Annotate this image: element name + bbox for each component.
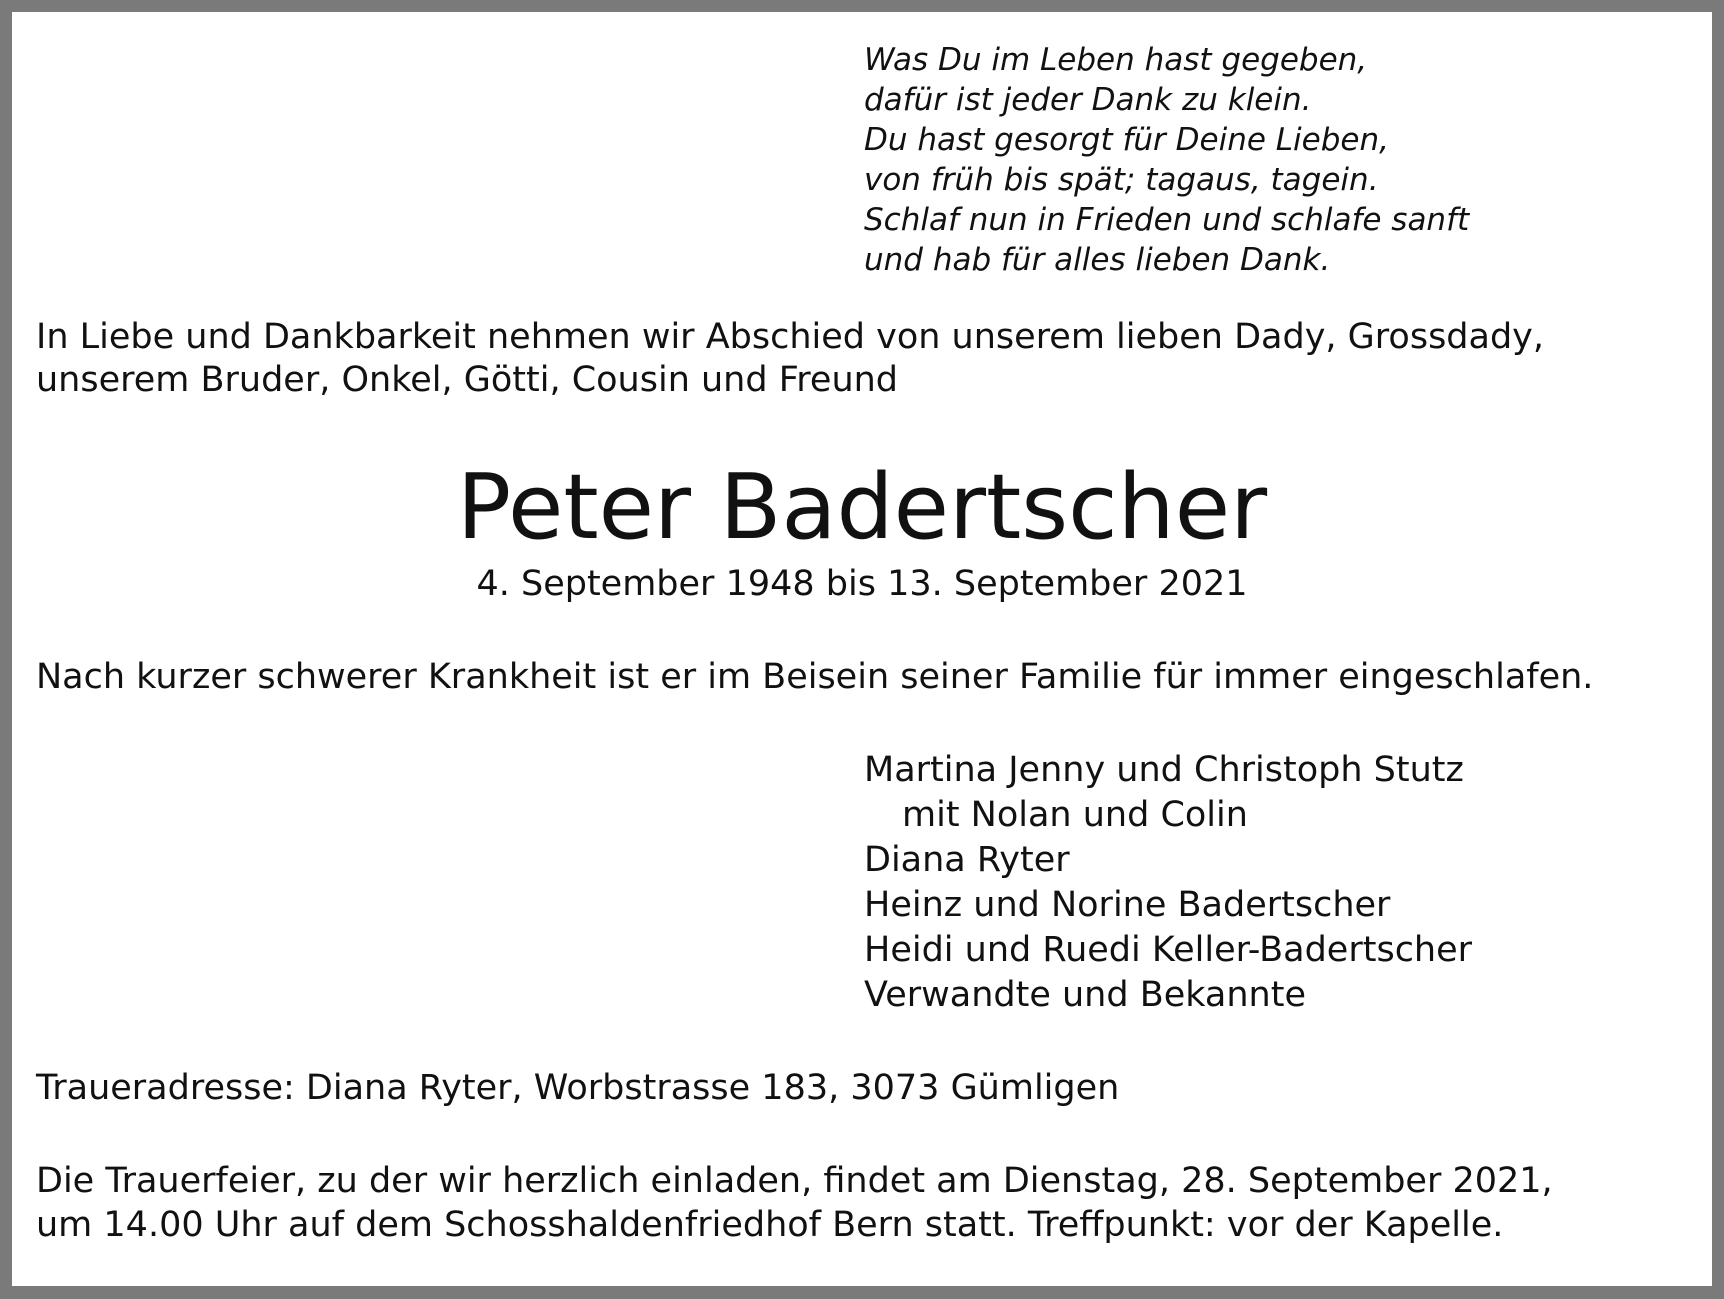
poem <box>864 40 1469 280</box>
poem-line: Was Du im Leben hast gegeben, <box>864 42 1368 78</box>
death-notice-text: Nach kurzer schwerer Krankheit ist er im Beisein seiner Familie für immer eingeschlafen. <box>36 657 1594 697</box>
mourners-list <box>864 748 1472 1018</box>
deceased-name: Peter Badertscher <box>456 455 1268 560</box>
mourner-entry: Diana Ryter <box>864 840 1070 880</box>
intro-line: unserem Bruder, Onkel, Götti, Cousin und Freund <box>36 360 899 400</box>
poem-line: von früh bis spät; tagaus, tagein. <box>864 162 1379 198</box>
ceremony-line: Die Trauerfeier, zu der wir herzlich einladen, findet am Dienstag, 28. September 2021, <box>36 1161 1553 1201</box>
ceremony-line: um 14.00 Uhr auf dem Schosshaldenfriedhof Bern statt. Treffpunkt: vor der Kapelle. <box>36 1205 1504 1245</box>
mourner-entry: Verwandte und Bekannte <box>864 975 1306 1015</box>
poem-line: Schlaf nun in Frieden und schlafe sanft <box>864 202 1470 238</box>
mourning-address: Traueradresse: Diana Ryter, Worbstrasse 183, 3073 Gümligen <box>36 1068 1120 1108</box>
poem-line: und hab für alles lieben Dank. <box>864 242 1331 278</box>
poem-line: Du hast gesorgt für Deine Lieben, <box>864 122 1389 158</box>
mourner-entry: mit Nolan und Colin <box>902 795 1248 835</box>
ceremony-info <box>36 1159 1553 1247</box>
intro-text <box>36 316 1544 402</box>
mourner-entry: Heidi und Ruedi Keller-Badertscher <box>864 930 1473 970</box>
mourner-entry: Martina Jenny und Christoph Stutz <box>864 750 1464 790</box>
mourner-entry: Heinz und Norine Badertscher <box>864 885 1391 925</box>
intro-line: In Liebe und Dankbarkeit nehmen wir Abschied von unserem lieben Dady, Grossdady, <box>36 317 1545 357</box>
life-dates: 4. September 1948 bis 13. September 2021 <box>476 564 1248 604</box>
poem-line: dafür ist jeder Dank zu klein. <box>864 82 1312 118</box>
